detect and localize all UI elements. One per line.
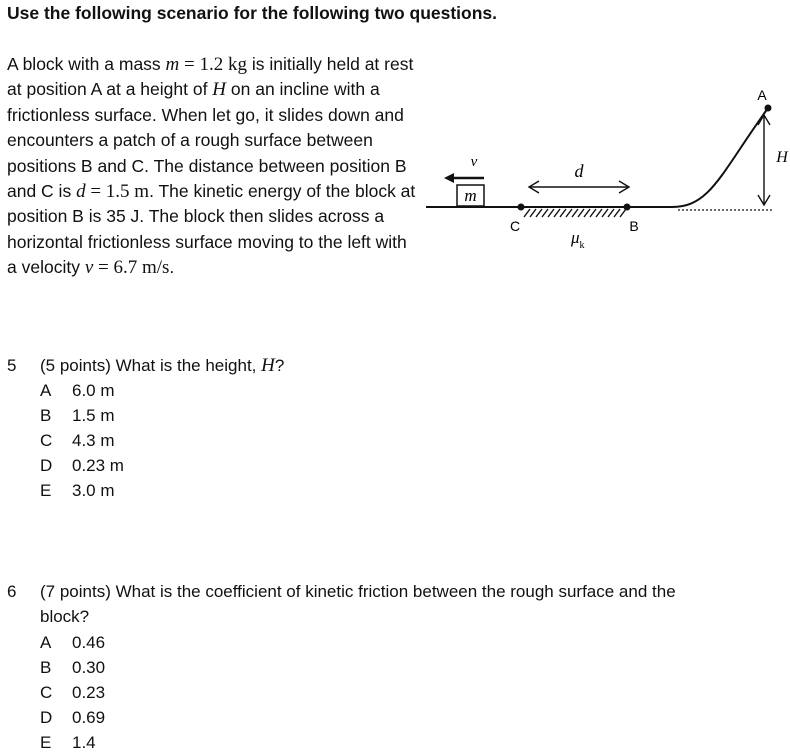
- velocity-value: = 6.7 m/s: [93, 257, 170, 279]
- question-variable: H: [261, 355, 275, 376]
- question-number: 6: [7, 582, 17, 601]
- option-value: 1.4: [72, 733, 96, 752]
- mass-variable: m: [165, 54, 180, 75]
- distance-variable: d: [76, 181, 86, 203]
- rough-surface-hatch: [524, 209, 626, 217]
- option-letter: E: [40, 733, 52, 752]
- scenario-text-1: A block with a mass: [7, 54, 166, 74]
- option-value: 1.5 m: [72, 406, 115, 425]
- scenario-paragraph: [7, 52, 417, 281]
- option-value: 4.3 m: [72, 431, 115, 450]
- point-c-label: C: [509, 218, 521, 234]
- option-value: 0.23: [72, 683, 106, 702]
- scenario-text-2: is initially held at rest at position A at a height of: [7, 54, 414, 100]
- point-a-label: A: [757, 87, 767, 103]
- incline-curve: [672, 108, 768, 207]
- mu-subscript: k: [579, 240, 585, 251]
- option-value: 0.30: [72, 658, 106, 677]
- point-a-marker: [765, 105, 772, 112]
- option-letter: A: [40, 633, 52, 652]
- option-letter: D: [40, 708, 53, 727]
- height-label: H: [776, 149, 788, 166]
- distance-value: = 1.5 m: [85, 181, 150, 203]
- option-letter: B: [40, 658, 52, 677]
- point-b-label: B: [629, 218, 639, 234]
- point-c-marker: [518, 204, 525, 211]
- point-b-marker: [624, 204, 631, 211]
- option-letter: D: [40, 456, 53, 475]
- option-letter: E: [40, 481, 52, 500]
- mass-value: = 1.2 kg: [179, 54, 247, 75]
- option-letter: C: [40, 683, 53, 702]
- option-value: 0.46: [72, 633, 106, 652]
- scenario-text-3: on an incline with a frictionless surface. When let go, it slides down and encounters a patch of a rough surface between positions B and C. The distance between position B and C is: [7, 79, 407, 202]
- block-mass-label: m: [464, 186, 477, 205]
- scenario-text-5: .: [169, 257, 175, 278]
- question-prompt: [40, 353, 284, 378]
- velocity-variable: v: [84, 257, 94, 279]
- question-number: 5: [7, 356, 17, 375]
- question-text-line-1: (7 points) What is the coefficient of kinetic friction between the rough surface and the: [40, 582, 676, 601]
- option-value: 0.69: [72, 708, 106, 727]
- option-letter: A: [40, 381, 52, 400]
- friction-coefficient-label: [570, 228, 585, 251]
- height-variable: H: [212, 79, 227, 101]
- question-text-line-2: block?: [40, 607, 90, 626]
- velocity-label: v: [470, 154, 478, 170]
- instructions-header: Use the following scenario for the following two questions.: [7, 3, 498, 23]
- mu-symbol: μ: [571, 228, 580, 247]
- question-6: [7, 579, 787, 753]
- option-letter: C: [40, 431, 53, 450]
- question-text: (5 points) What is the height,: [40, 356, 262, 375]
- option-letter: B: [40, 406, 52, 425]
- question-5: [7, 353, 507, 513]
- physics-diagram: [420, 80, 790, 270]
- option-value: 3.0 m: [72, 481, 115, 500]
- distance-label: d: [574, 161, 584, 181]
- question-end: ?: [274, 356, 285, 375]
- velocity-arrowhead: [444, 173, 454, 183]
- option-value: 0.23 m: [72, 456, 124, 475]
- scenario-text-4: . The kinetic energy of the block at position B is 35 J. The block then slides across a horizontal frictionless surface moving to the left with a velocity: [7, 181, 416, 278]
- option-value: 6.0 m: [72, 381, 115, 400]
